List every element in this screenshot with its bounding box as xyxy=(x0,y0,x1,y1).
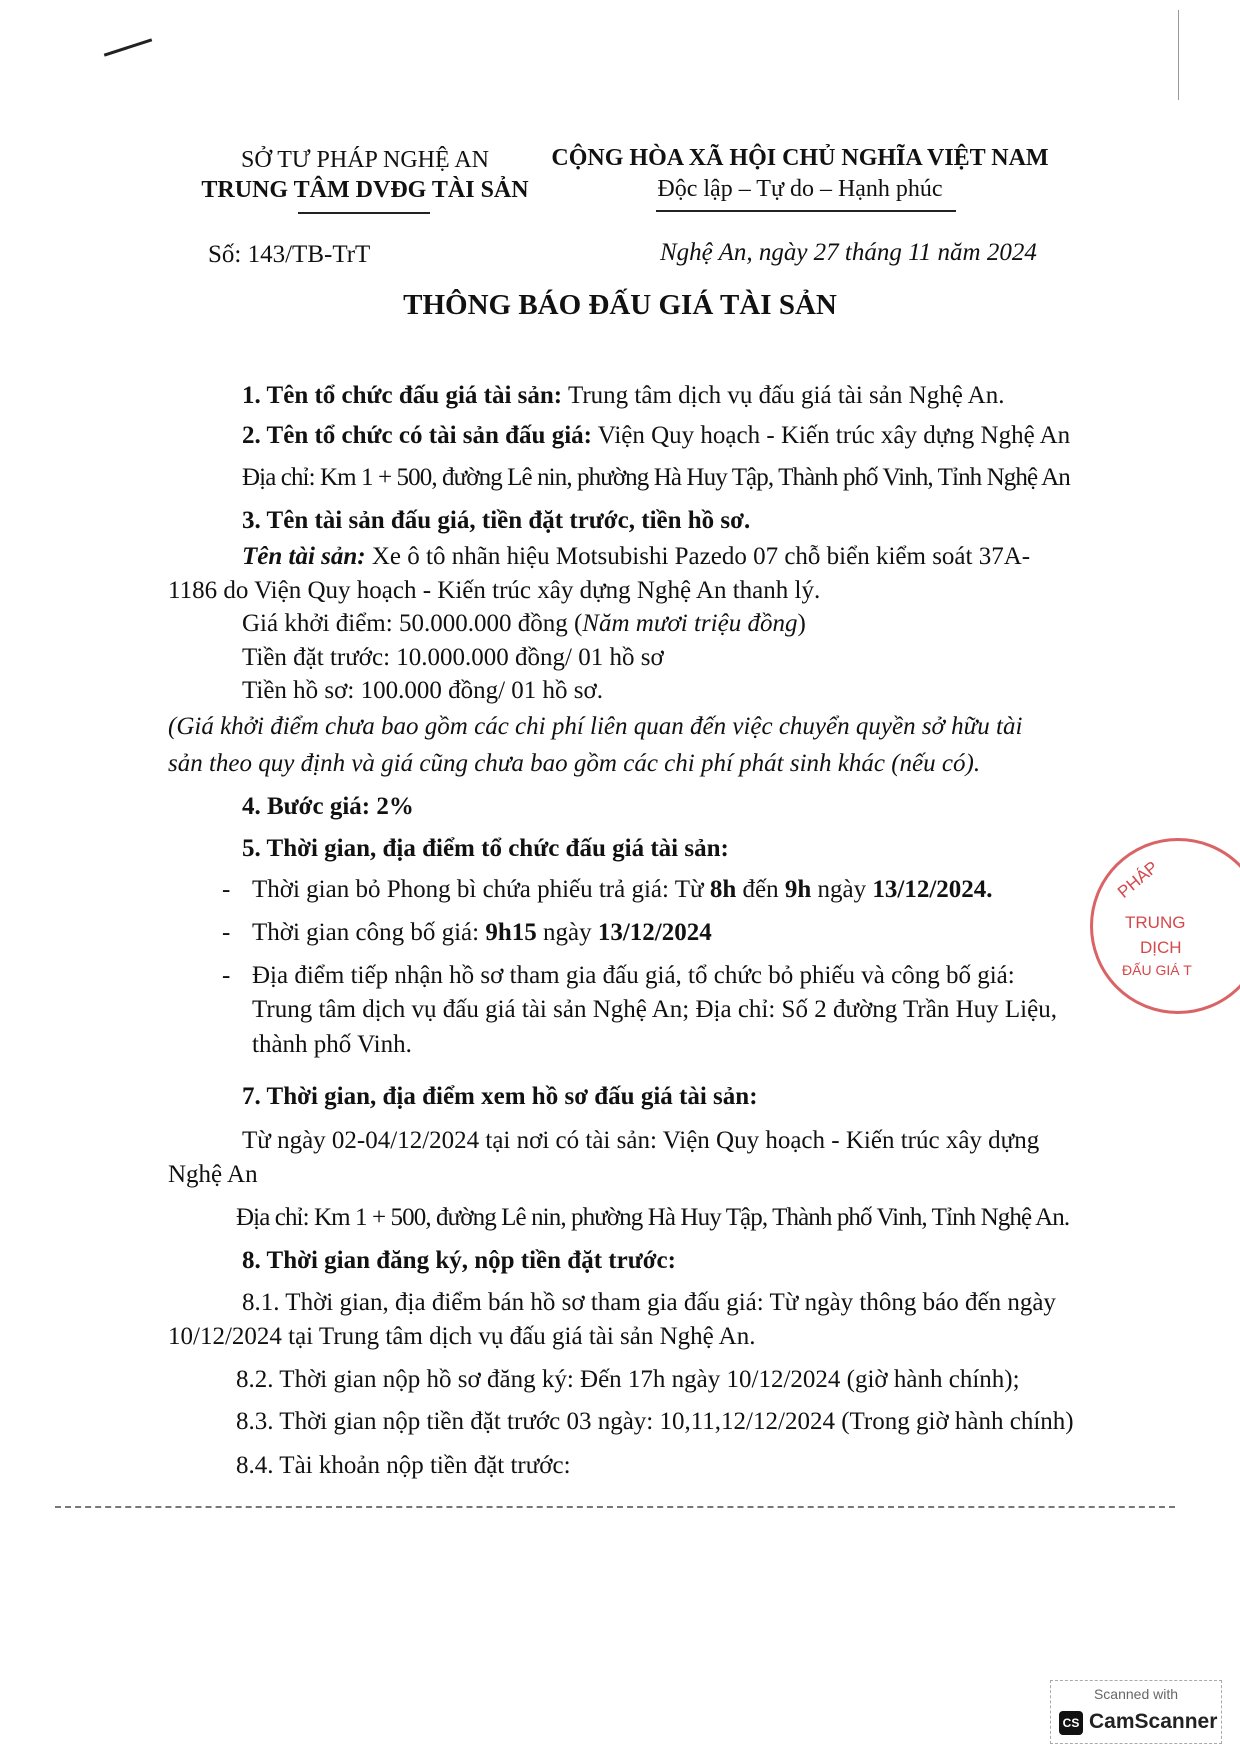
watermark-brand: CamScanner xyxy=(1089,1710,1218,1733)
section-8-2: 8.2. Thời gian nộp hồ sơ đăng ký: Đến 17h ngày 10/12/2024 (giờ hành chính); xyxy=(236,1366,1020,1393)
bullet-dash-2: - xyxy=(222,919,231,946)
bullet-3-line-3: thành phố Vinh. xyxy=(252,1031,412,1058)
section-7-label: 7. Thời gian, địa điểm xem hồ sơ đấu giá tài sản: xyxy=(242,1083,758,1110)
scan-edge-line xyxy=(1178,10,1179,100)
section-1-label: 1. Tên tổ chức đấu giá tài sản: xyxy=(242,382,563,409)
header-right-underline xyxy=(656,210,956,212)
deposit: Tiền đặt trước: 10.000.000 đồng/ 01 hồ sơ xyxy=(242,644,664,671)
section-8-label: 8. Thời gian đăng ký, nộp tiền đặt trước: xyxy=(242,1247,676,1274)
header-motto: Độc lập – Tự do – Hạnh phúc xyxy=(657,176,943,202)
place-date: Nghệ An, ngày 27 tháng 11 năm 2024 xyxy=(660,239,1037,266)
seal-text-2: TRUNG xyxy=(1125,913,1186,932)
bullet-1-start: 8h xyxy=(709,876,737,903)
page-fold-line xyxy=(55,1506,1175,1508)
section-5-label: 5. Thời gian, địa điểm tổ chức đấu giá tài sản: xyxy=(242,835,729,862)
camscanner-watermark xyxy=(1050,1680,1222,1744)
asset-description: Xe ô tô nhãn hiệu Motsubishi Pazedo 07 chỗ biển kiểm soát 37A- xyxy=(365,543,1031,570)
header-center-name: TRUNG TÂM DVĐG TÀI SẢN xyxy=(201,177,529,203)
section-2 xyxy=(242,419,1070,453)
bullet-2-mid: ngày xyxy=(536,919,598,946)
document-number: Số: 143/TB-TrT xyxy=(208,241,371,268)
section-4-label: 4. Bước giá: 2% xyxy=(242,793,414,820)
dossier-fee: Tiền hồ sơ: 100.000 đồng/ 01 hồ sơ. xyxy=(242,677,603,704)
bullet-dash-3: - xyxy=(222,962,231,989)
seal-text-4: ĐẤU GIÁ T xyxy=(1122,962,1192,978)
bullet-1-end: 9h xyxy=(784,876,812,903)
section-8-1-line-2: 10/12/2024 tại Trung tâm dịch vụ đấu giá tài sản Nghệ An. xyxy=(168,1323,756,1350)
bullet-3-line-1: Địa điểm tiếp nhận hồ sơ tham gia đấu giá, tổ chức bỏ phiếu và công bố giá: xyxy=(252,962,1015,989)
watermark-caption: Scanned with xyxy=(1093,1686,1179,1702)
header-agency: SỞ TƯ PHÁP NGHỆ AN xyxy=(241,147,489,173)
asset-line-2: 1186 do Viện Quy hoạch - Kiến trúc xây dựng Nghệ An thanh lý. xyxy=(168,577,821,604)
bullet-1 xyxy=(252,873,993,907)
bullet-dash-1: - xyxy=(222,876,231,903)
start-price-text: Giá khởi điểm: 50.000.000 đồng ( xyxy=(242,610,583,637)
bullet-1-mid: đến xyxy=(736,876,785,903)
section-8-3: 8.3. Thời gian nộp tiền đặt trước 03 ngày: 10,11,12/12/2024 (Trong giờ hành chính) xyxy=(236,1408,1074,1435)
bullet-2 xyxy=(252,916,712,950)
seal-text-3: DỊCH xyxy=(1140,938,1182,957)
bullet-1-date: 13/12/2024. xyxy=(872,876,993,903)
bullet-1-text: Thời gian bỏ Phong bì chứa phiếu trả giá: Từ xyxy=(252,876,710,903)
section-2-label: 2. Tên tổ chức có tài sản đấu giá: xyxy=(242,422,592,449)
scan-mark xyxy=(104,38,152,56)
start-price-words: Năm mươi triệu đồng xyxy=(582,610,798,637)
bullet-1-mid2: ngày xyxy=(811,876,873,903)
section-1 xyxy=(242,379,1004,413)
start-price xyxy=(242,607,806,641)
camscanner-logo-icon: CS xyxy=(1059,1711,1083,1735)
header-left-underline xyxy=(298,212,430,214)
section-7-line-1: Từ ngày 02-04/12/2024 tại nơi có tài sản: Viện Quy hoạch - Kiến trúc xây dựng xyxy=(242,1127,1040,1154)
start-price-close: ) xyxy=(797,610,806,637)
price-note-line-1: (Giá khởi điểm chưa bao gồm các chi phí liên quan đến việc chuyển quyền sở hữu tài xyxy=(168,713,1023,740)
seal-text-1: PHÁP xyxy=(1113,857,1162,902)
section-7-line-2: Nghệ An xyxy=(168,1161,258,1188)
section-1-value: Trung tâm dịch vụ đấu giá tài sản Nghệ An. xyxy=(562,382,1005,409)
section-3-label: 3. Tên tài sản đấu giá, tiền đặt trước, tiền hồ sơ. xyxy=(242,507,751,534)
section-2-value: Viện Quy hoạch - Kiến trúc xây dựng Nghệ An xyxy=(591,422,1071,449)
bullet-2-text: Thời gian công bố giá: xyxy=(252,919,486,946)
header-republic: CỘNG HÒA XÃ HỘI CHỦ NGHĨA VIỆT NAM xyxy=(551,145,1049,171)
section-8-4: 8.4. Tài khoản nộp tiền đặt trước: xyxy=(236,1452,571,1479)
asset-line-1 xyxy=(242,540,1030,574)
bullet-2-time: 9h15 xyxy=(485,919,537,946)
section-2-address: Địa chỉ: Km 1 + 500, đường Lê nin, phường Hà Huy Tập, Thành phố Vinh, Tỉnh Nghệ An xyxy=(242,464,1070,491)
bullet-2-date: 13/12/2024 xyxy=(597,919,712,946)
page-title: THÔNG BÁO ĐẤU GIÁ TÀI SẢN xyxy=(403,289,837,321)
bullet-3-line-2: Trung tâm dịch vụ đấu giá tài sản Nghệ An; Địa chỉ: Số 2 đường Trần Huy Liệu, xyxy=(252,996,1057,1023)
asset-label: Tên tài sản: xyxy=(242,543,366,570)
section-8-1-line-1: 8.1. Thời gian, địa điểm bán hồ sơ tham gia đấu giá: Từ ngày thông báo đến ngày xyxy=(242,1289,1056,1316)
section-7-address: Địa chỉ: Km 1 + 500, đường Lê nin, phường Hà Huy Tập, Thành phố Vinh, Tỉnh Nghệ An. xyxy=(236,1204,1070,1231)
price-note-line-2: sản theo quy định và giá cũng chưa bao gồm các chi phí phát sinh khác (nếu có). xyxy=(168,750,981,777)
